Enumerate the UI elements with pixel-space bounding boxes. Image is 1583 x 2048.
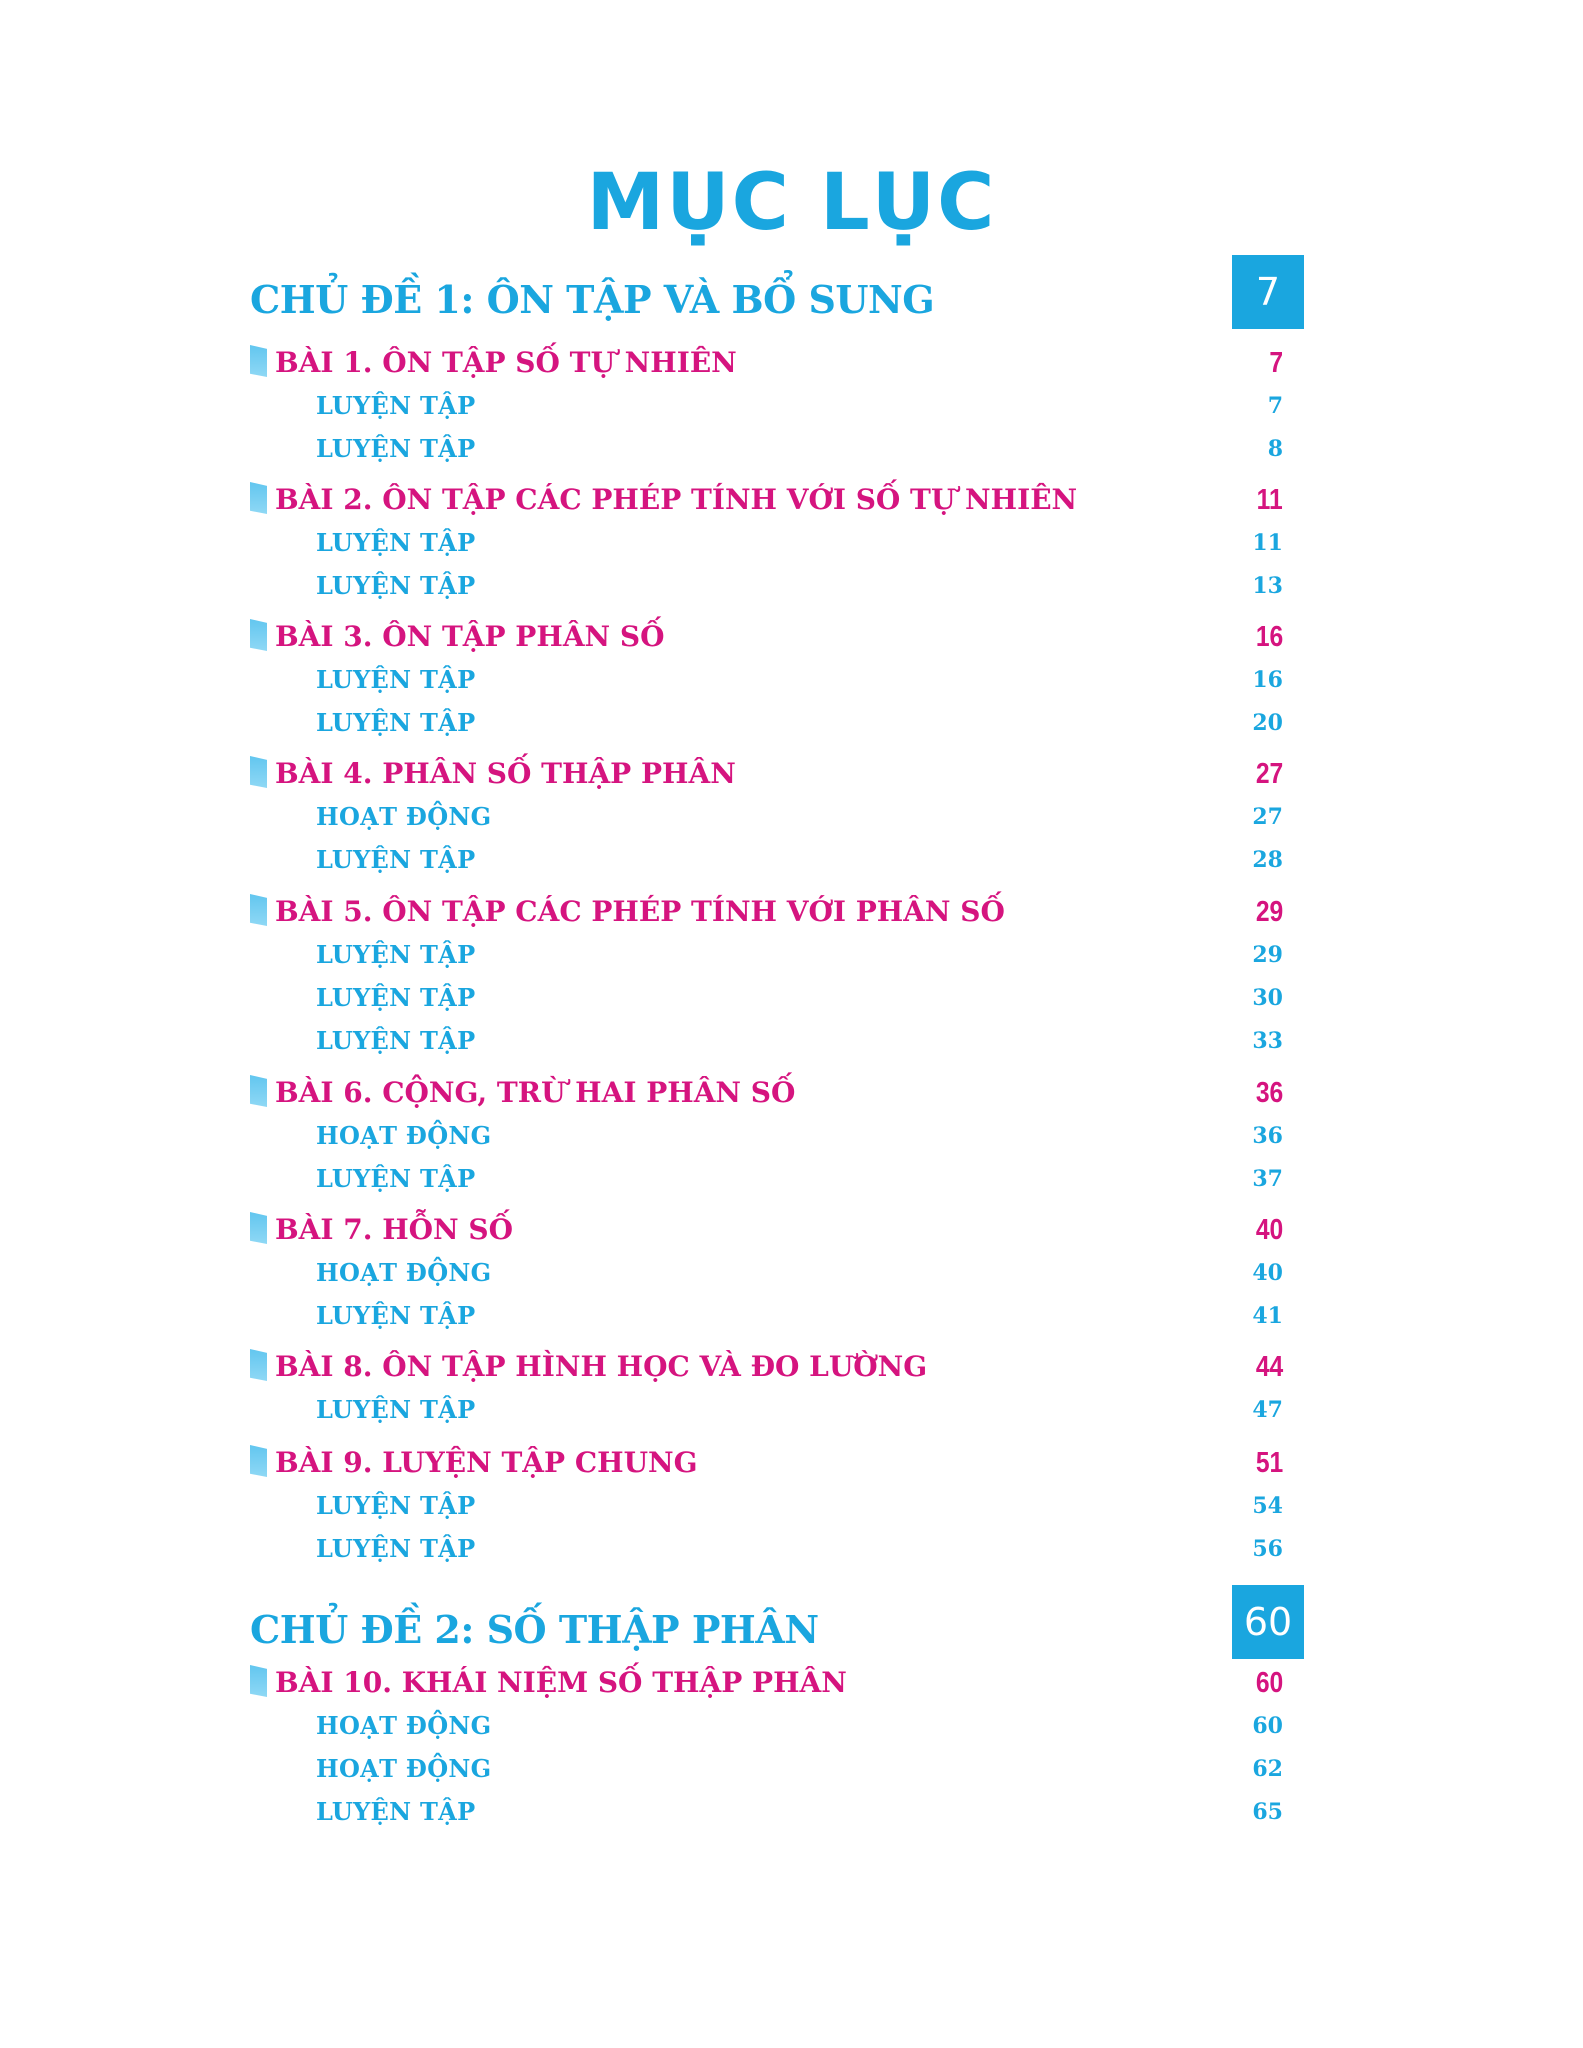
sub-item-page-number: 54 (1252, 1493, 1283, 1519)
sub-item-page-number: 60 (1252, 1713, 1283, 1739)
sub-item-page-number: 65 (1252, 1799, 1283, 1825)
lesson-page-number: 27 (1255, 758, 1283, 790)
lesson-marker-icon (250, 1665, 267, 1697)
sub-item-page-number: 27 (1252, 804, 1283, 830)
lesson-page-number: 60 (1255, 1667, 1283, 1699)
sub-item-page-number: 16 (1252, 667, 1283, 693)
sub-item-page-number: 37 (1252, 1166, 1283, 1192)
page-title: MỤC LỤC (586, 158, 997, 248)
sub-item-label: LUYỆN TẬP (316, 665, 476, 694)
lesson-title: BÀI 9. LUYỆN TẬP CHUNG (275, 1446, 698, 1479)
sub-item-page-number: 47 (1252, 1397, 1283, 1423)
sub-item-page-number: 11 (1252, 530, 1283, 556)
chapter-page-badge: 60 (1232, 1585, 1304, 1659)
lesson-marker-icon (250, 1349, 267, 1381)
sub-item-label: LUYỆN TẬP (316, 845, 476, 874)
sub-item-label: LUYỆN TẬP (316, 571, 476, 600)
lesson-marker-icon (250, 756, 267, 788)
sub-item-page-number: 33 (1252, 1028, 1283, 1054)
sub-item-page-number: 30 (1252, 985, 1283, 1011)
sub-item-page-number: 56 (1252, 1536, 1283, 1562)
sub-item-page-number: 8 (1267, 436, 1283, 462)
sub-item-page-number: 20 (1252, 710, 1283, 736)
sub-item-page-number: 40 (1252, 1260, 1283, 1286)
lesson-page-number: 29 (1255, 896, 1283, 928)
sub-item-label: HOẠT ĐỘNG (316, 802, 492, 831)
lesson-marker-icon (250, 1075, 267, 1107)
lesson-page-number: 7 (1269, 347, 1283, 379)
sub-item-label: LUYỆN TẬP (316, 940, 476, 969)
lesson-title: BÀI 7. HỖN SỐ (275, 1213, 514, 1246)
sub-item-page-number: 41 (1252, 1303, 1283, 1329)
lesson-title: BÀI 8. ÔN TẬP HÌNH HỌC VÀ ĐO LƯỜNG (275, 1350, 928, 1383)
sub-item-label: LUYỆN TẬP (316, 983, 476, 1012)
sub-item-page-number: 36 (1252, 1123, 1283, 1149)
sub-item-label: LUYỆN TẬP (316, 1534, 476, 1563)
lesson-page-number: 51 (1255, 1447, 1283, 1479)
lesson-page-number: 36 (1255, 1077, 1283, 1109)
sub-item-page-number: 62 (1252, 1756, 1283, 1782)
sub-item-label: LUYỆN TẬP (316, 1797, 476, 1826)
lesson-page-number: 11 (1256, 484, 1283, 516)
sub-item-page-number: 28 (1252, 847, 1283, 873)
lesson-title: BÀI 2. ÔN TẬP CÁC PHÉP TÍNH VỚI SỐ TỰ NHIÊN (275, 483, 1078, 516)
lesson-title: BÀI 10. KHÁI NIỆM SỐ THẬP PHÂN (275, 1666, 847, 1699)
lesson-marker-icon (250, 482, 267, 514)
sub-item-label: LUYỆN TẬP (316, 528, 476, 557)
sub-item-label: HOẠT ĐỘNG (316, 1258, 492, 1287)
sub-item-label: LUYỆN TẬP (316, 1164, 476, 1193)
lesson-marker-icon (250, 894, 267, 926)
lesson-marker-icon (250, 345, 267, 377)
chapter-page-badge: 7 (1232, 255, 1304, 329)
sub-item-label: LUYỆN TẬP (316, 1026, 476, 1055)
sub-item-label: HOẠT ĐỘNG (316, 1754, 492, 1783)
chapter-title: CHỦ ĐỀ 2: SỐ THẬP PHÂN (250, 1607, 819, 1652)
lesson-title: BÀI 6. CỘNG, TRỪ HAI PHÂN SỐ (275, 1076, 796, 1109)
lesson-title: BÀI 3. ÔN TẬP PHÂN SỐ (275, 620, 665, 653)
sub-item-label: HOẠT ĐỘNG (316, 1121, 492, 1150)
lesson-page-number: 44 (1255, 1351, 1283, 1383)
sub-item-label: LUYỆN TẬP (316, 434, 476, 463)
lesson-marker-icon (250, 1212, 267, 1244)
sub-item-page-number: 13 (1252, 573, 1283, 599)
lesson-page-number: 40 (1255, 1214, 1283, 1246)
sub-item-label: LUYỆN TẬP (316, 1491, 476, 1520)
sub-item-label: LUYỆN TẬP (316, 708, 476, 737)
sub-item-label: LUYỆN TẬP (316, 1395, 476, 1424)
sub-item-label: LUYỆN TẬP (316, 1301, 476, 1330)
lesson-title: BÀI 5. ÔN TẬP CÁC PHÉP TÍNH VỚI PHÂN SỐ (275, 895, 1005, 928)
lesson-page-number: 16 (1255, 621, 1283, 653)
lesson-marker-icon (250, 1445, 267, 1477)
lesson-title: BÀI 4. PHÂN SỐ THẬP PHÂN (275, 757, 736, 790)
sub-item-page-number: 7 (1267, 393, 1283, 419)
lesson-marker-icon (250, 619, 267, 651)
sub-item-page-number: 29 (1252, 942, 1283, 968)
sub-item-label: HOẠT ĐỘNG (316, 1711, 492, 1740)
sub-item-label: LUYỆN TẬP (316, 391, 476, 420)
chapter-title: CHỦ ĐỀ 1: ÔN TẬP VÀ BỔ SUNG (250, 277, 935, 322)
lesson-title: BÀI 1. ÔN TẬP SỐ TỰ NHIÊN (275, 346, 737, 379)
